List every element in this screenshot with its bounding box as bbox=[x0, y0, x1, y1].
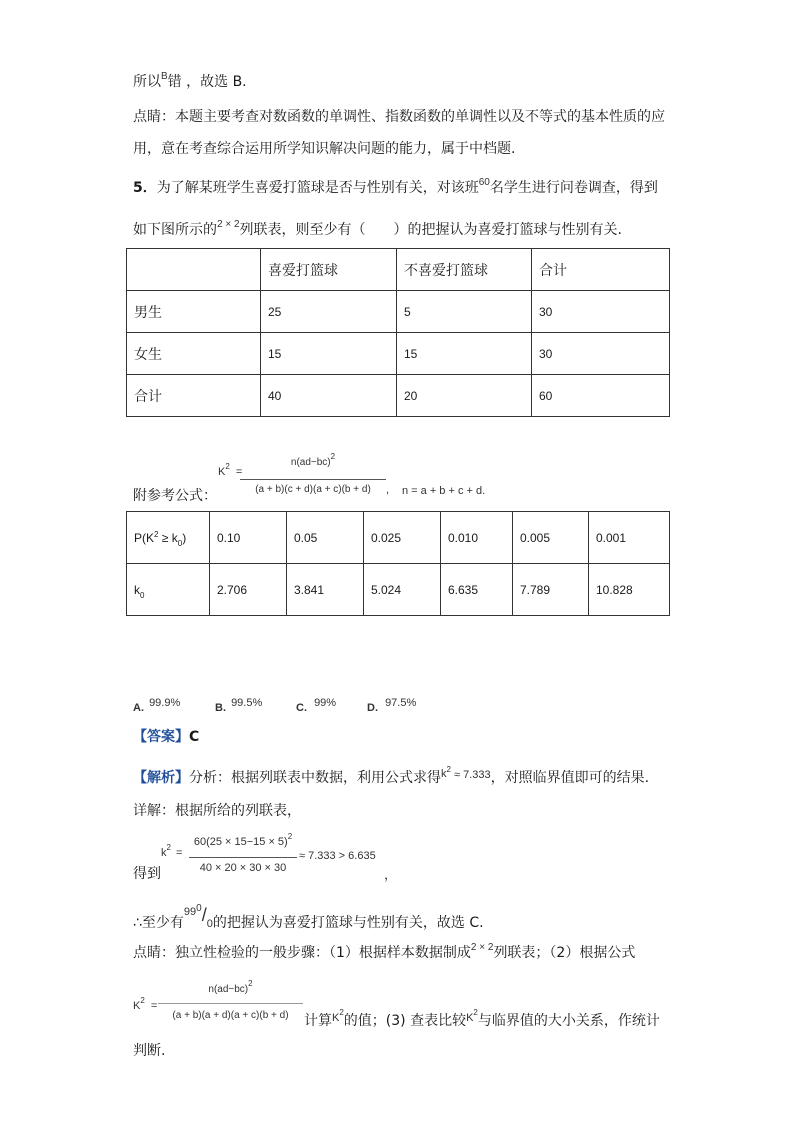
table-cell: 0.010 bbox=[441, 512, 513, 564]
formula2-equals: = bbox=[150, 1000, 158, 1012]
table-row bbox=[127, 291, 670, 333]
analysis-line bbox=[133, 765, 650, 790]
option-value: 99.9% bbox=[149, 697, 181, 709]
analysis-k: k bbox=[441, 768, 447, 780]
prob-label-end: ) bbox=[182, 530, 187, 545]
formula2-text-b: 的值；(3) 查表比较 bbox=[343, 1013, 467, 1029]
analysis-text-a: 分析：根据列联表中数据，利用公式求得 bbox=[189, 770, 441, 786]
table-row bbox=[127, 375, 670, 417]
table-cell: 5 bbox=[397, 291, 532, 333]
percent-number: 99 bbox=[183, 906, 197, 918]
formula-equals: = bbox=[235, 466, 243, 478]
table-cell: 0.10 bbox=[210, 512, 287, 564]
option-value: 99.5% bbox=[231, 697, 263, 709]
formula2-numerator-exponent: 2 bbox=[248, 979, 253, 988]
question-text-d: 列联表，则至少有（ ）的把握认为喜爱打篮球与性别有关. bbox=[239, 222, 622, 238]
formula2-text-c: 与临界值的大小关系，作统计 bbox=[477, 1013, 660, 1029]
formula-period: . bbox=[482, 485, 486, 497]
formula2-k2: K bbox=[332, 1012, 340, 1024]
table-row-label bbox=[127, 512, 210, 564]
question-text-b: 名学生进行问卷调查，得到 bbox=[489, 180, 658, 196]
formula-denominator: (a + b)(c + d)(a + c)(b + d) bbox=[255, 484, 371, 495]
calc-denominator: 40 × 20 × 30 × 30 bbox=[199, 862, 287, 874]
table-cell: 0.001 bbox=[589, 512, 670, 564]
formula2-tail bbox=[304, 1008, 660, 1033]
question-number: 5． bbox=[133, 180, 157, 196]
table-cell: 0.005 bbox=[513, 512, 589, 564]
option-letter: C. bbox=[296, 702, 307, 714]
option-value: 99% bbox=[314, 697, 337, 709]
table-cell: 40 bbox=[261, 375, 397, 417]
k0-subscript: 0 bbox=[140, 590, 145, 600]
option-a bbox=[133, 693, 180, 713]
calc-numerator bbox=[189, 832, 297, 848]
option-letter: D. bbox=[367, 702, 378, 714]
formula2-text-a: 计算 bbox=[304, 1013, 332, 1029]
table-row-critical bbox=[127, 564, 670, 616]
text-line-so-b-wrong bbox=[133, 72, 247, 94]
calc-fraction-bar bbox=[189, 857, 297, 858]
table-cell: 15 bbox=[397, 333, 532, 375]
class-size: 60 bbox=[478, 177, 490, 188]
critical-value-table bbox=[126, 511, 670, 616]
text-so: 所以 bbox=[133, 74, 161, 90]
table-cell: 0.05 bbox=[287, 512, 364, 564]
formula2-k-exponent: 2 bbox=[140, 996, 145, 1005]
analysis-approx: ≈ 7.333 bbox=[450, 769, 491, 781]
calc-result: ≈ 7.333 > 6.635 bbox=[299, 850, 376, 862]
conclusion-line bbox=[133, 903, 484, 935]
prob-label-subscript: 0 bbox=[177, 538, 183, 548]
question-5-line-1 bbox=[133, 178, 658, 200]
table-cell: 30 bbox=[532, 291, 670, 333]
formula2-fraction-bar bbox=[158, 1003, 303, 1004]
option-letter: B. bbox=[215, 702, 226, 714]
analysis-k-exponent: 2 bbox=[446, 765, 451, 774]
prob-label-exponent: 2 bbox=[154, 529, 159, 539]
option-b bbox=[215, 693, 262, 713]
note-line bbox=[133, 943, 635, 965]
formula-k2 bbox=[218, 462, 243, 478]
note-text-b: 列联表；（2）根据公式 bbox=[493, 945, 636, 961]
formula-k: K bbox=[218, 466, 226, 478]
table-header-cell: 合计 bbox=[532, 249, 670, 291]
conclusion-text-b: 的把握认为喜爱打篮球与性别有关，故选 C. bbox=[212, 915, 484, 931]
table-header-cell: 喜爱打篮球 bbox=[261, 249, 397, 291]
formula2-k2-exponent: 2 bbox=[339, 1008, 344, 1017]
table-cell: 30 bbox=[532, 333, 670, 375]
text-line-note-2: 用，意在考查综合运用所学知识解决问题的能力，属于中档题. bbox=[133, 141, 516, 157]
formula2-denominator: (a + b)(a + d)(a + c)(b + d) bbox=[172, 1010, 289, 1021]
calc-k-exponent: 2 bbox=[166, 843, 171, 852]
option-c bbox=[296, 693, 336, 713]
calc-comma: ， bbox=[384, 867, 398, 882]
formula2-numerator bbox=[158, 979, 303, 995]
analysis-tag: 【解析】 bbox=[133, 770, 189, 786]
option-value: 97.5% bbox=[385, 697, 417, 709]
table-header-row bbox=[127, 249, 670, 291]
table-row-label: 合计 bbox=[127, 375, 261, 417]
option-d bbox=[367, 693, 416, 713]
note-text-a: 点睛：独立性检验的一般步骤：（1）根据样本数据制成 bbox=[133, 945, 471, 961]
formula-comma: , bbox=[386, 484, 390, 496]
table-header-cell bbox=[127, 249, 261, 291]
formula-numerator bbox=[240, 452, 386, 468]
formula-n-definition bbox=[402, 485, 485, 497]
prob-label-mid: ≥ k bbox=[158, 530, 178, 545]
formula-k-exponent: 2 bbox=[225, 462, 230, 471]
table-row-probability bbox=[127, 512, 670, 564]
k0-label: k bbox=[134, 582, 140, 597]
formula2-k2 bbox=[133, 996, 158, 1012]
question-5-line-2 bbox=[133, 220, 622, 242]
answer-value: C bbox=[189, 729, 200, 745]
text-b-wrong: 错 ，故选 B. bbox=[167, 74, 247, 90]
analysis-text-b: ，对照临界值即可的结果. bbox=[490, 770, 650, 786]
last-line: 判断. bbox=[133, 1043, 166, 1059]
text-line-note-1: 点睛：本题主要考查对数函数的单调性、指数函数的单调性以及不等式的基本性质的应 bbox=[133, 109, 665, 125]
answer-line bbox=[133, 727, 199, 747]
table-cell: 25 bbox=[261, 291, 397, 333]
note-dimension: 2 × 2 bbox=[470, 942, 494, 953]
table-cell: 60 bbox=[532, 375, 670, 417]
table-row-label: 男生 bbox=[127, 291, 261, 333]
formula-n-def-text: n = a + b + c + d bbox=[402, 485, 483, 497]
calc-prefix: 得到 bbox=[133, 866, 161, 882]
calc-k2 bbox=[161, 843, 183, 859]
percent-sign-bottom: 0 bbox=[206, 918, 213, 930]
calc-numerator-exponent: 2 bbox=[287, 832, 293, 841]
table-cell: 20 bbox=[397, 375, 532, 417]
table-dimension: 2 × 2 bbox=[217, 219, 240, 230]
table-cell: 3.841 bbox=[287, 564, 364, 616]
prob-label-p: P(K bbox=[134, 530, 155, 545]
formula-label: 附参考公式： bbox=[133, 488, 217, 504]
table-row-label bbox=[127, 564, 210, 616]
table-cell: 6.635 bbox=[441, 564, 513, 616]
conclusion-text-a: ∴至少有 bbox=[133, 915, 184, 931]
calc-equals: = bbox=[176, 847, 183, 859]
table-row-label: 女生 bbox=[127, 333, 261, 375]
formula2-k3-exponent: 2 bbox=[473, 1008, 478, 1017]
percent-sign-slash: / bbox=[201, 905, 207, 925]
table-cell: 2.706 bbox=[210, 564, 287, 616]
option-b-symbol: B bbox=[161, 71, 168, 82]
formula2-k: K bbox=[133, 1000, 141, 1012]
table-cell: 5.024 bbox=[364, 564, 441, 616]
formula-numerator-exponent: 2 bbox=[330, 452, 336, 461]
question-text-c: 如下图所示的 bbox=[133, 222, 217, 238]
calc-k: k bbox=[161, 847, 167, 859]
table-cell: 15 bbox=[261, 333, 397, 375]
option-letter: A. bbox=[133, 702, 144, 714]
calc-numerator-text: 60(25 × 15−15 × 5) bbox=[193, 836, 288, 848]
contingency-table bbox=[126, 248, 670, 417]
formula2-numerator-text: n(ad−bc) bbox=[208, 984, 249, 995]
table-cell: 10.828 bbox=[589, 564, 670, 616]
detail-line: 详解：根据所给的列联表， bbox=[133, 803, 301, 819]
table-row bbox=[127, 333, 670, 375]
formula-fraction-bar bbox=[240, 479, 386, 480]
question-text-a: 为了解某班学生喜爱打篮球是否与性别有关，对该班 bbox=[156, 180, 479, 196]
answer-tag: 【答案】 bbox=[133, 729, 189, 745]
formula2-k3: K bbox=[466, 1012, 474, 1024]
table-cell: 7.789 bbox=[513, 564, 589, 616]
table-header-cell: 不喜爱打篮球 bbox=[397, 249, 532, 291]
formula-numerator-text: n(ad−bc) bbox=[290, 457, 331, 468]
percent-sign-top: 0 bbox=[196, 903, 202, 914]
table-cell: 0.025 bbox=[364, 512, 441, 564]
